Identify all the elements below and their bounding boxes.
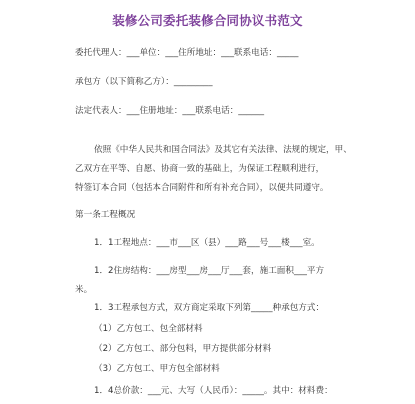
paragraph-line: 乙双方在平等、自愿、协商一致的基础上，为保证工程顺利进行， [75, 164, 325, 174]
clause-1-4: 1．4总价款：___元、大写（人民币）：_____。其中：材料费： [94, 386, 333, 396]
clause-1-2: 1．2住房结构：___房型___房___厅___套，施工面积___平方 [94, 266, 325, 276]
paragraph-line: 特签订本合同（包括本合同附件和所有补充合同），以便共同遵守。 [75, 183, 329, 193]
section-heading: 第一条工程概况 [75, 210, 136, 220]
paragraph-line: 依照《中华人民共和国合同法》及其它有关法律、法规的规定，甲、 [94, 145, 352, 155]
clause-contractor: 承包方（以下简称乙方）：_________ [75, 77, 213, 87]
clause-legal-rep: 法定代表人：___住册地址：___联系电话：______ [75, 106, 265, 116]
clause-1-2-cont: 米。 [75, 285, 93, 295]
clause-1-1: 1．1工程地点：___市___区（县）___路___号___楼___室。 [94, 238, 320, 248]
option-2: （2）乙方包工、部分包料，甲方提供部分材料 [94, 344, 272, 354]
clause-1-3: 1．3工程承包方式，双方商定采取下列第_____种承包方式： [94, 303, 325, 313]
option-3: （3）乙方包工、甲方包全部材料 [94, 364, 220, 374]
document-title: 装修公司委托装修合同协议书范文 [112, 13, 303, 28]
clause-agent-info: 委托代理人：___单位：___住所地址：___联系电话：_____ [75, 48, 299, 58]
option-1: （1）乙方包工、包全部材料 [94, 324, 203, 334]
